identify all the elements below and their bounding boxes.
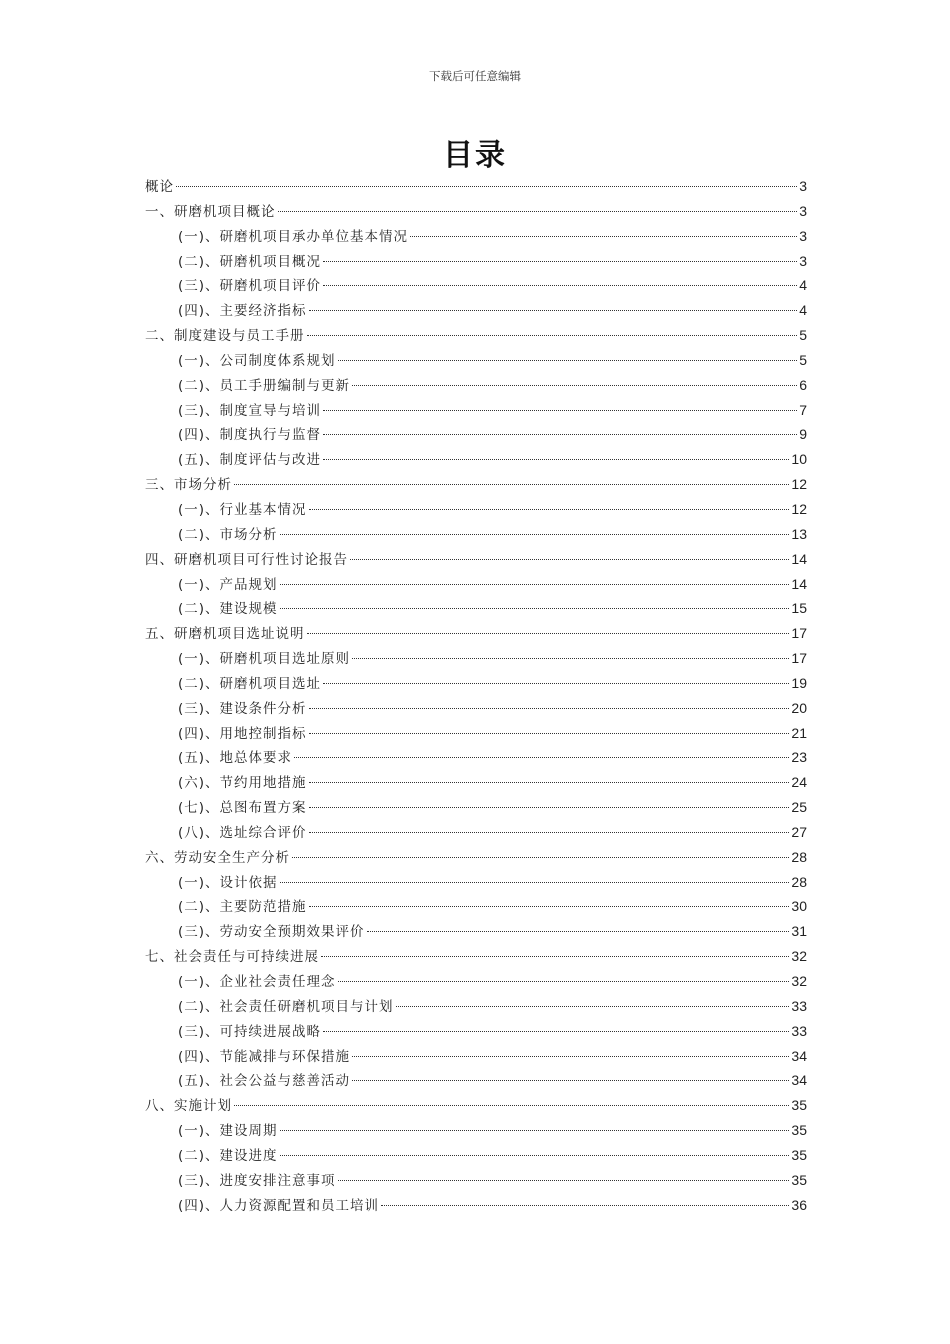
toc-page-number: 35 bbox=[791, 1146, 807, 1163]
toc-entry-label: (一)、行业基本情况 bbox=[178, 501, 307, 518]
toc-entry-label: (三)、建设条件分析 bbox=[178, 700, 307, 717]
toc-entry-label: 六、劳动安全生产分析 bbox=[145, 849, 290, 866]
toc-dot-leader bbox=[321, 955, 789, 957]
toc-entry-label: (四)、人力资源配置和员工培训 bbox=[178, 1197, 380, 1214]
toc-dot-leader bbox=[234, 1104, 789, 1106]
toc-subentry[interactable] bbox=[145, 795, 807, 820]
toc-page-number: 13 bbox=[791, 525, 807, 542]
toc-entry-label: (七)、总图布置方案 bbox=[178, 800, 307, 817]
toc-page-number: 3 bbox=[799, 178, 807, 194]
toc-dot-leader bbox=[338, 980, 790, 982]
toc-entry-label: (二)、研磨机项目概况 bbox=[178, 253, 322, 270]
toc-entry-label: (二)、建设规模 bbox=[178, 601, 278, 618]
toc-subentry[interactable] bbox=[145, 969, 807, 994]
toc-dot-leader bbox=[280, 1154, 790, 1156]
toc-dot-leader bbox=[280, 881, 790, 883]
toc-subentry[interactable] bbox=[145, 422, 807, 447]
toc-subentry[interactable] bbox=[145, 1118, 807, 1143]
toc-page-number: 32 bbox=[791, 948, 807, 965]
toc-subentry[interactable] bbox=[145, 919, 807, 944]
toc-entry-label: 一、研磨机项目概论 bbox=[145, 203, 276, 220]
toc-entry-label: (四)、用地控制指标 bbox=[178, 725, 307, 742]
page-title: 目录 bbox=[443, 138, 507, 173]
toc-page-number: 3 bbox=[799, 227, 807, 244]
toc-dot-leader bbox=[323, 1030, 789, 1032]
toc-entry-label: (四)、节能减排与环保措施 bbox=[178, 1048, 351, 1065]
toc-entry-label: 概论 bbox=[145, 179, 174, 195]
toc-page-number: 24 bbox=[791, 774, 807, 791]
toc-entry-label: (四)、主要经济指标 bbox=[178, 303, 307, 320]
toc-subentry[interactable] bbox=[145, 646, 807, 671]
toc-entry-label: 八、实施计划 bbox=[145, 1098, 232, 1115]
toc-subentry[interactable] bbox=[145, 696, 807, 721]
toc-subentry[interactable] bbox=[145, 398, 807, 423]
toc-dot-leader bbox=[381, 1204, 789, 1206]
toc-dot-leader bbox=[410, 235, 797, 237]
toc-dot-leader bbox=[309, 707, 790, 709]
toc-entry-label: (三)、可持续进展战略 bbox=[178, 1023, 322, 1040]
toc-dot-leader bbox=[323, 458, 789, 460]
toc-entry-label: (三)、进度安排注意事项 bbox=[178, 1172, 336, 1189]
toc-entry-label: (三)、劳动安全预期效果评价 bbox=[178, 924, 365, 941]
toc-entry-label: (三)、制度宣导与培训 bbox=[178, 402, 322, 419]
toc-entry-label: (八)、选址综合评价 bbox=[178, 824, 307, 841]
toc-dot-leader bbox=[309, 781, 790, 783]
toc-subentry[interactable] bbox=[145, 572, 807, 597]
toc-dot-leader bbox=[323, 409, 797, 411]
toc-entry-label: (一)、公司制度体系规划 bbox=[178, 352, 336, 369]
toc-subentry[interactable] bbox=[145, 994, 807, 1019]
toc-page-number: 17 bbox=[791, 650, 807, 667]
toc-dot-leader bbox=[352, 384, 797, 386]
toc-subentry[interactable] bbox=[145, 596, 807, 621]
toc-dot-leader bbox=[280, 607, 790, 609]
toc-entry-label: (二)、建设进度 bbox=[178, 1147, 278, 1164]
toc-entry-label: 二、制度建设与员工手册 bbox=[145, 328, 305, 345]
toc-dot-leader bbox=[307, 334, 798, 336]
toc-entry[interactable] bbox=[145, 1093, 807, 1118]
toc-page-number: 19 bbox=[791, 674, 807, 691]
toc-subentry[interactable] bbox=[145, 1044, 807, 1069]
toc-dot-leader bbox=[323, 284, 797, 286]
toc-entry-label: (二)、主要防范措施 bbox=[178, 899, 307, 916]
toc-entry[interactable] bbox=[145, 174, 807, 199]
toc-entry[interactable] bbox=[145, 547, 807, 572]
toc-subentry[interactable] bbox=[145, 273, 807, 298]
toc-page-number: 20 bbox=[791, 699, 807, 716]
toc-entry-label: (六)、节约用地措施 bbox=[178, 775, 307, 792]
toc-entry-label: (二)、社会责任研磨机项目与计划 bbox=[178, 998, 394, 1015]
toc-subentry[interactable] bbox=[145, 298, 807, 323]
toc-page-number: 14 bbox=[791, 575, 807, 592]
toc-entry-label: (五)、社会公益与慈善活动 bbox=[178, 1073, 351, 1090]
toc-dot-leader bbox=[234, 483, 789, 485]
toc-page-number: 28 bbox=[791, 873, 807, 890]
toc-page-number: 35 bbox=[791, 1171, 807, 1188]
toc-dot-leader bbox=[352, 1055, 789, 1057]
toc-page-number: 3 bbox=[799, 202, 807, 219]
toc-subentry[interactable] bbox=[145, 1019, 807, 1044]
toc-dot-leader bbox=[309, 831, 790, 833]
toc-page-number: 14 bbox=[791, 550, 807, 567]
toc-page-number: 36 bbox=[791, 1196, 807, 1213]
toc-subentry[interactable] bbox=[145, 497, 807, 522]
toc-page-number: 17 bbox=[791, 625, 807, 642]
toc-subentry[interactable] bbox=[145, 721, 807, 746]
toc-entry[interactable] bbox=[145, 199, 807, 224]
toc-page-number: 25 bbox=[791, 799, 807, 816]
toc-entry-label: (一)、产品规划 bbox=[178, 576, 278, 593]
toc-subentry[interactable] bbox=[145, 671, 807, 696]
toc-entry-label: (五)、地总体要求 bbox=[178, 750, 293, 767]
toc-dot-leader bbox=[294, 756, 789, 758]
toc-subentry[interactable] bbox=[145, 373, 807, 398]
toc-entry-label: (二)、员工手册编制与更新 bbox=[178, 377, 351, 394]
toc-dot-leader bbox=[309, 508, 790, 510]
toc-dot-leader bbox=[309, 309, 798, 311]
toc-entry-label: 三、市场分析 bbox=[145, 477, 232, 494]
toc-page-number: 4 bbox=[799, 302, 807, 319]
toc-subentry[interactable] bbox=[145, 1068, 807, 1093]
toc-dot-leader bbox=[323, 260, 797, 262]
toc-entry[interactable] bbox=[145, 944, 807, 969]
toc-subentry[interactable] bbox=[145, 894, 807, 919]
toc-subentry[interactable] bbox=[145, 224, 807, 249]
toc-dot-leader bbox=[323, 433, 797, 435]
toc-subentry[interactable] bbox=[145, 820, 807, 845]
toc-dot-leader bbox=[323, 682, 789, 684]
toc-entry[interactable] bbox=[145, 845, 807, 870]
toc-dot-leader bbox=[292, 856, 789, 858]
toc-page-number: 34 bbox=[791, 1072, 807, 1089]
toc-subentry[interactable] bbox=[145, 770, 807, 795]
toc-entry-label: (一)、设计依据 bbox=[178, 874, 278, 891]
toc-dot-leader bbox=[352, 657, 789, 659]
toc-subentry[interactable] bbox=[145, 1143, 807, 1168]
toc-dot-leader bbox=[338, 359, 798, 361]
toc-page-number: 27 bbox=[791, 823, 807, 840]
toc-dot-leader bbox=[309, 905, 790, 907]
toc-entry-label: (一)、研磨机项目承办单位基本情况 bbox=[178, 228, 409, 245]
toc-page-number: 30 bbox=[791, 898, 807, 915]
toc-entry-label: (一)、企业社会责任理念 bbox=[178, 974, 336, 990]
toc-entry-label: (一)、研磨机项目选址原则 bbox=[178, 651, 351, 668]
toc-dot-leader bbox=[350, 558, 789, 560]
toc-page-number: 35 bbox=[791, 1122, 807, 1139]
toc-dot-leader bbox=[352, 1079, 789, 1081]
toc-page-number: 33 bbox=[791, 997, 807, 1014]
toc-page-number: 9 bbox=[799, 426, 807, 443]
toc-page-number: 15 bbox=[791, 600, 807, 617]
toc-dot-leader bbox=[338, 1179, 790, 1181]
toc-dot-leader bbox=[176, 185, 797, 187]
toc-page-number: 10 bbox=[791, 451, 807, 468]
toc-entry-label: (一)、建设周期 bbox=[178, 1123, 278, 1140]
toc-dot-leader bbox=[280, 533, 790, 535]
toc-entry-label: (三)、研磨机项目评价 bbox=[178, 278, 322, 295]
toc-page-number: 35 bbox=[791, 1097, 807, 1114]
header-note: 下载后可任意编辑 bbox=[429, 69, 521, 83]
toc-page-number: 4 bbox=[799, 277, 807, 294]
toc-subentry[interactable] bbox=[145, 249, 807, 274]
toc-dot-leader bbox=[309, 732, 790, 734]
toc-entry-label: 四、研磨机项目可行性讨论报告 bbox=[145, 551, 348, 568]
toc-entry-label: (四)、制度执行与监督 bbox=[178, 427, 322, 444]
toc-dot-leader bbox=[278, 210, 798, 212]
toc-dot-leader bbox=[367, 930, 790, 932]
toc-subentry[interactable] bbox=[145, 522, 807, 547]
toc-page-number: 12 bbox=[791, 500, 807, 517]
toc-page-number: 6 bbox=[799, 376, 807, 393]
toc-entry-label: (二)、研磨机项目选址 bbox=[178, 675, 322, 692]
toc-subentry[interactable] bbox=[145, 745, 807, 770]
toc-page-number: 31 bbox=[791, 923, 807, 940]
toc-entry[interactable] bbox=[145, 472, 807, 497]
toc-subentry[interactable] bbox=[145, 447, 807, 472]
toc-subentry[interactable] bbox=[145, 348, 807, 373]
toc-entry-label: (二)、市场分析 bbox=[178, 526, 278, 543]
toc-subentry[interactable] bbox=[145, 1168, 807, 1193]
toc-dot-leader bbox=[280, 1129, 790, 1131]
toc-page-number: 7 bbox=[799, 401, 807, 418]
table-of-contents bbox=[145, 174, 807, 1217]
toc-entry[interactable] bbox=[145, 323, 807, 348]
toc-entry-label: (五)、制度评估与改进 bbox=[178, 452, 322, 469]
toc-page-number: 33 bbox=[791, 1022, 807, 1039]
toc-page-number: 23 bbox=[791, 749, 807, 766]
toc-page-number: 34 bbox=[791, 1047, 807, 1064]
toc-page-number: 28 bbox=[791, 848, 807, 865]
toc-entry-label: 七、社会责任与可持续进展 bbox=[145, 949, 319, 966]
toc-dot-leader bbox=[307, 632, 790, 634]
toc-page-number: 32 bbox=[791, 973, 807, 989]
toc-page-number: 5 bbox=[799, 351, 807, 368]
toc-subentry[interactable] bbox=[145, 870, 807, 895]
toc-page-number: 12 bbox=[791, 476, 807, 493]
toc-page-number: 21 bbox=[791, 724, 807, 741]
toc-entry-label: 五、研磨机项目选址说明 bbox=[145, 626, 305, 643]
toc-page-number: 5 bbox=[799, 327, 807, 344]
toc-entry[interactable] bbox=[145, 621, 807, 646]
toc-page-number: 3 bbox=[799, 252, 807, 269]
toc-dot-leader bbox=[309, 806, 790, 808]
toc-dot-leader bbox=[280, 583, 790, 585]
toc-dot-leader bbox=[396, 1005, 790, 1007]
toc-subentry[interactable] bbox=[145, 1193, 807, 1218]
